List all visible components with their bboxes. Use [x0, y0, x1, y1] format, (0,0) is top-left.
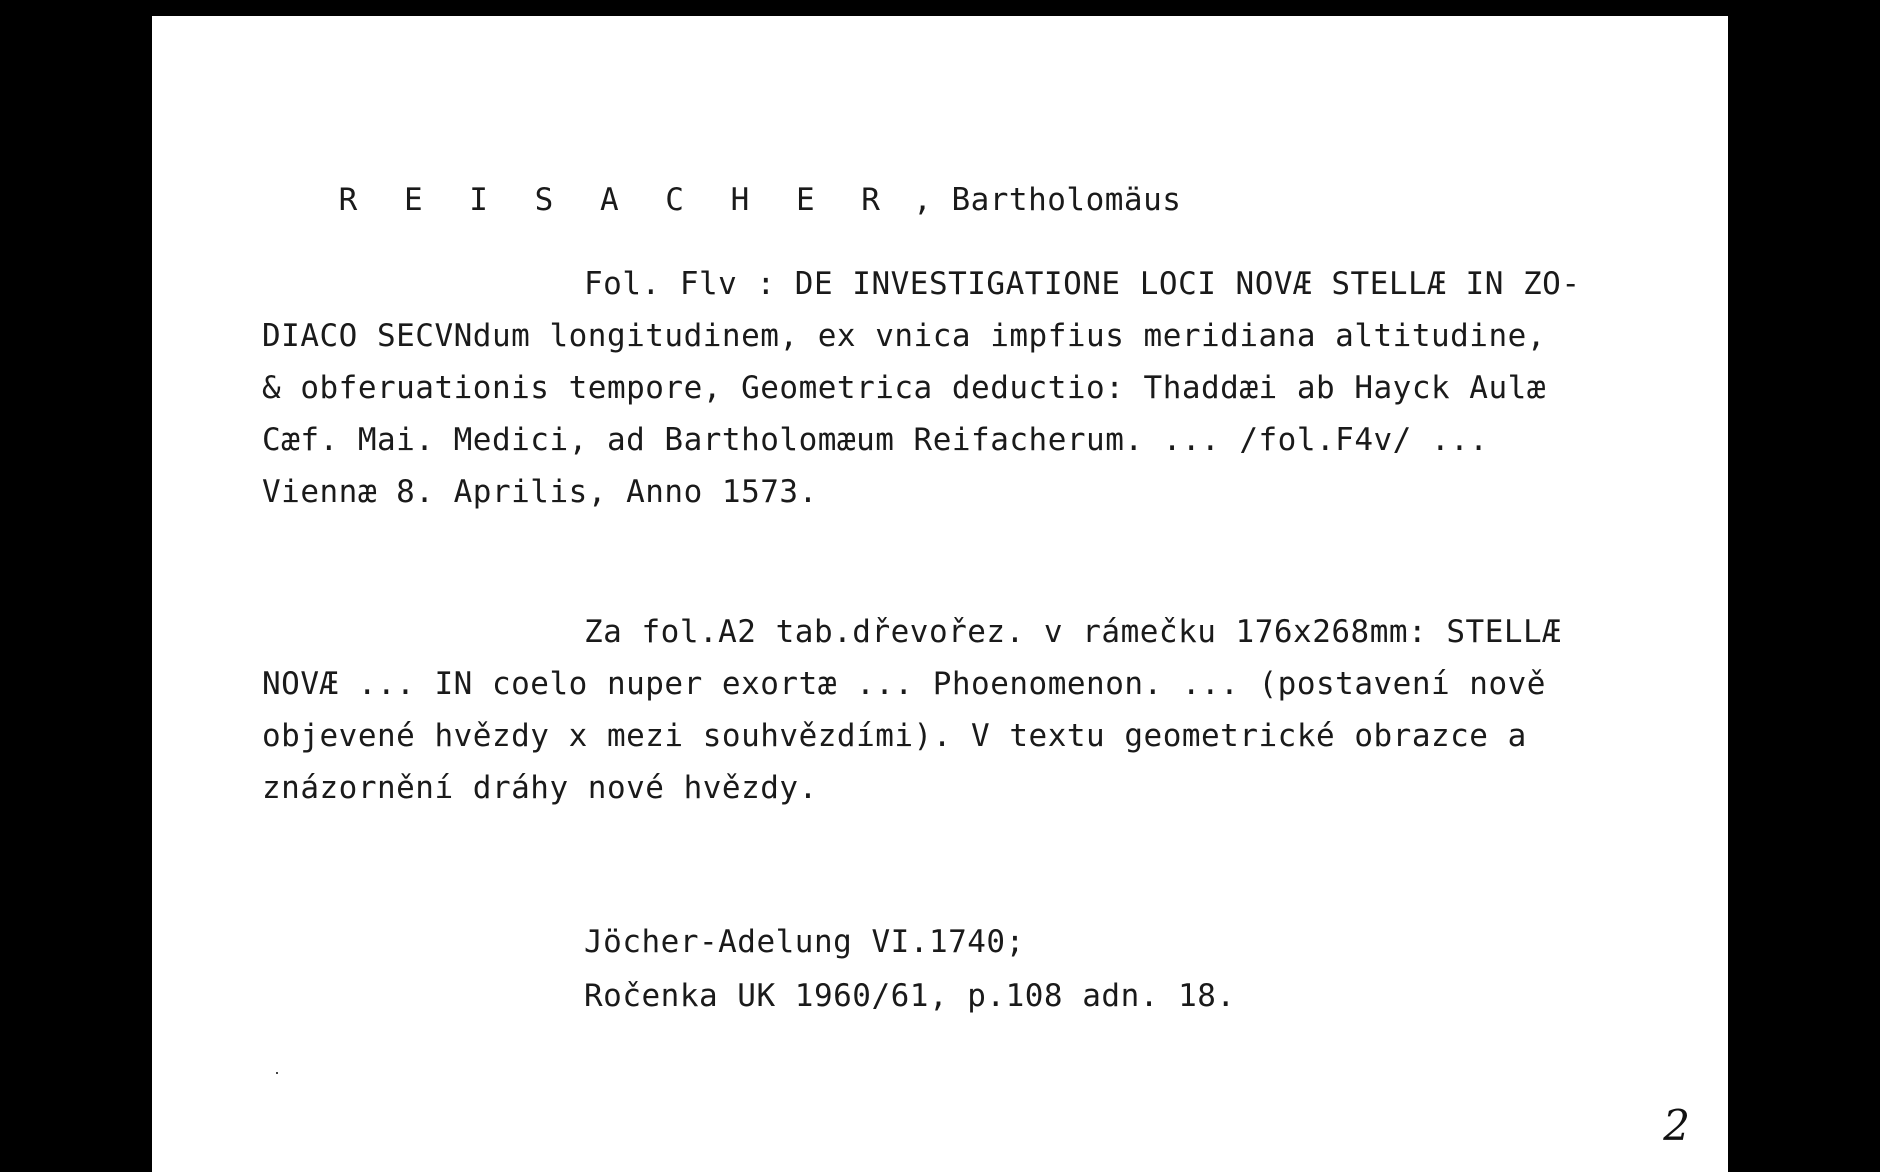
card-heading	[262, 146, 1181, 254]
description-line: DIACO SECVNdum longitudinem, ex vnica impfius meridiana altitudine,	[262, 318, 1546, 354]
description-line: Viennæ 8. Aprilis, Anno 1573.	[262, 474, 818, 510]
reference-line: Ročenka UK 1960/61, p.108 adn. 18.	[584, 978, 1236, 1014]
note-line: objevené hvězdy x mezi souhvězdími). V textu geometrické obrazce a	[262, 718, 1527, 754]
note-line: znázornění dráhy nové hvězdy.	[262, 770, 818, 806]
description-line: Cæf. Mai. Medici, ad Bartholomæum Reifacherum. ... /fol.F4v/ ...	[262, 422, 1489, 458]
description-line: Fol. Flv : DE INVESTIGATIONE LOCI NOVÆ STELLÆ IN ZO-	[584, 266, 1581, 302]
heading-separator: ,	[893, 182, 952, 218]
catalog-card	[152, 16, 1728, 1172]
page-number: 2	[1663, 1101, 1690, 1150]
note-line: Za fol.A2 tab.dřevořez. v rámečku 176x268mm: STELLÆ	[584, 614, 1562, 650]
reference-line: Jöcher-Adelung VI.1740;	[584, 924, 1025, 960]
description-line: & obferuationis tempore, Geometrica deductio: Thaddæi ab Hayck Aulæ	[262, 370, 1546, 406]
author-given-name: Bartholomäus	[951, 182, 1182, 218]
scan-speck	[276, 1072, 278, 1074]
note-line: NOVÆ ... IN coelo nuper exortæ ... Phoenomenon. ... (postavení nově	[262, 666, 1546, 702]
author-surname: R E I S A C H E R	[338, 182, 894, 218]
